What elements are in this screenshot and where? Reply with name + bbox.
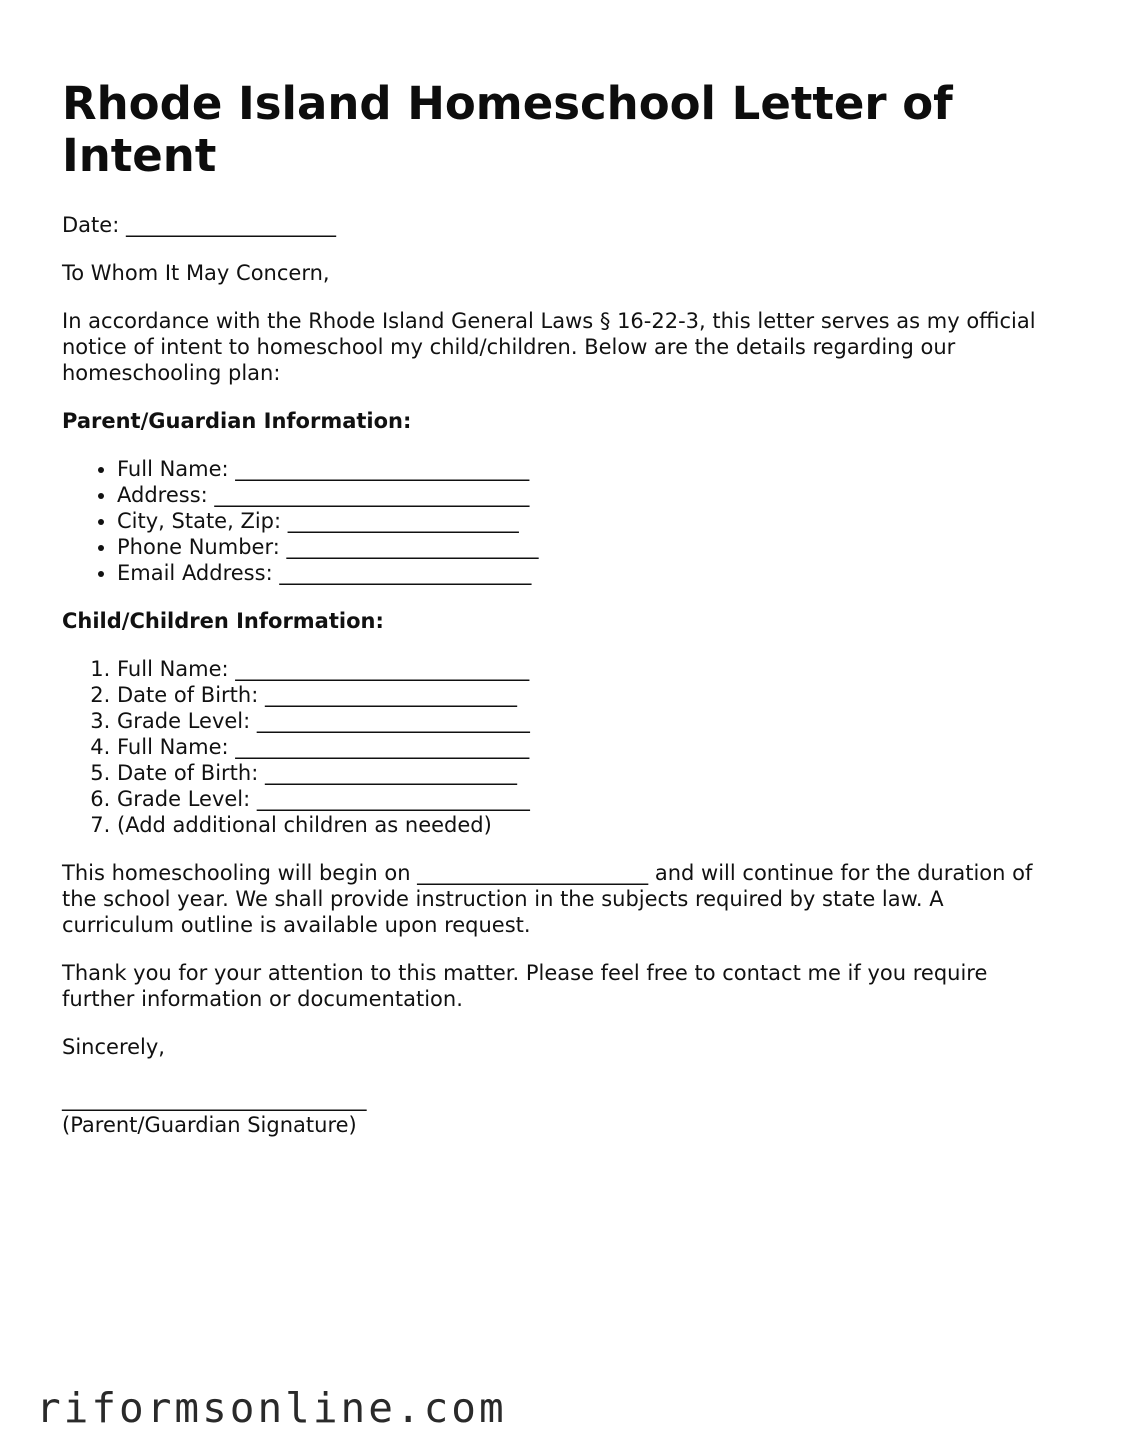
list-item: 1. Full Name: ____________________________ <box>117 656 1062 682</box>
signature-line: _____________________________ <box>62 1087 367 1111</box>
parent-info-list <box>62 456 1062 586</box>
salutation: To Whom It May Concern, <box>62 261 330 285</box>
date-line: Date: ____________________ <box>62 213 336 237</box>
sign-off: Sincerely, <box>62 1035 165 1059</box>
list-item: 2. Date of Birth: ________________________ <box>117 682 1062 708</box>
letter-page <box>62 78 1062 1138</box>
list-item: • City, State, Zip: ______________________ <box>117 508 1062 534</box>
schedule-paragraph: This homeschooling will begin on ______________________ and will continue for the duration of the school year. We shall provide instruction in the subjects required by state law. A curriculum outline is available upon request. <box>62 861 1033 937</box>
site-watermark: riformsonline.com <box>36 1384 507 1432</box>
parent-section-heading: Parent/Guardian Information: <box>62 409 412 433</box>
list-item: • Phone Number: ________________________ <box>117 534 1062 560</box>
list-item: 3. Grade Level: __________________________ <box>117 708 1062 734</box>
child-section-heading: Child/Children Information: <box>62 609 384 633</box>
intro-paragraph: In accordance with the Rhode Island General Laws § 16-22-3, this letter serves as my official notice of intent to homeschool my child/children. Below are the details regarding our homeschooling plan: <box>62 309 1036 385</box>
list-item: 5. Date of Birth: ________________________ <box>117 760 1062 786</box>
list-item: • Full Name: ____________________________ <box>117 456 1062 482</box>
page-title: Rhode Island Homeschool Letter of Intent <box>62 77 953 182</box>
signature-label: (Parent/Guardian Signature) <box>62 1113 357 1137</box>
list-item: • Email Address: ________________________ <box>117 560 1062 586</box>
child-info-list <box>62 656 1062 838</box>
closing-paragraph: Thank you for your attention to this matter. Please feel free to contact me if you require further information or documentation. <box>62 961 988 1011</box>
list-item: 7. (Add additional children as needed) <box>117 812 1062 838</box>
list-item: • Address: ______________________________ <box>117 482 1062 508</box>
signature-block <box>62 1086 1062 1138</box>
list-item: 6. Grade Level: __________________________ <box>117 786 1062 812</box>
list-item: 4. Full Name: ____________________________ <box>117 734 1062 760</box>
